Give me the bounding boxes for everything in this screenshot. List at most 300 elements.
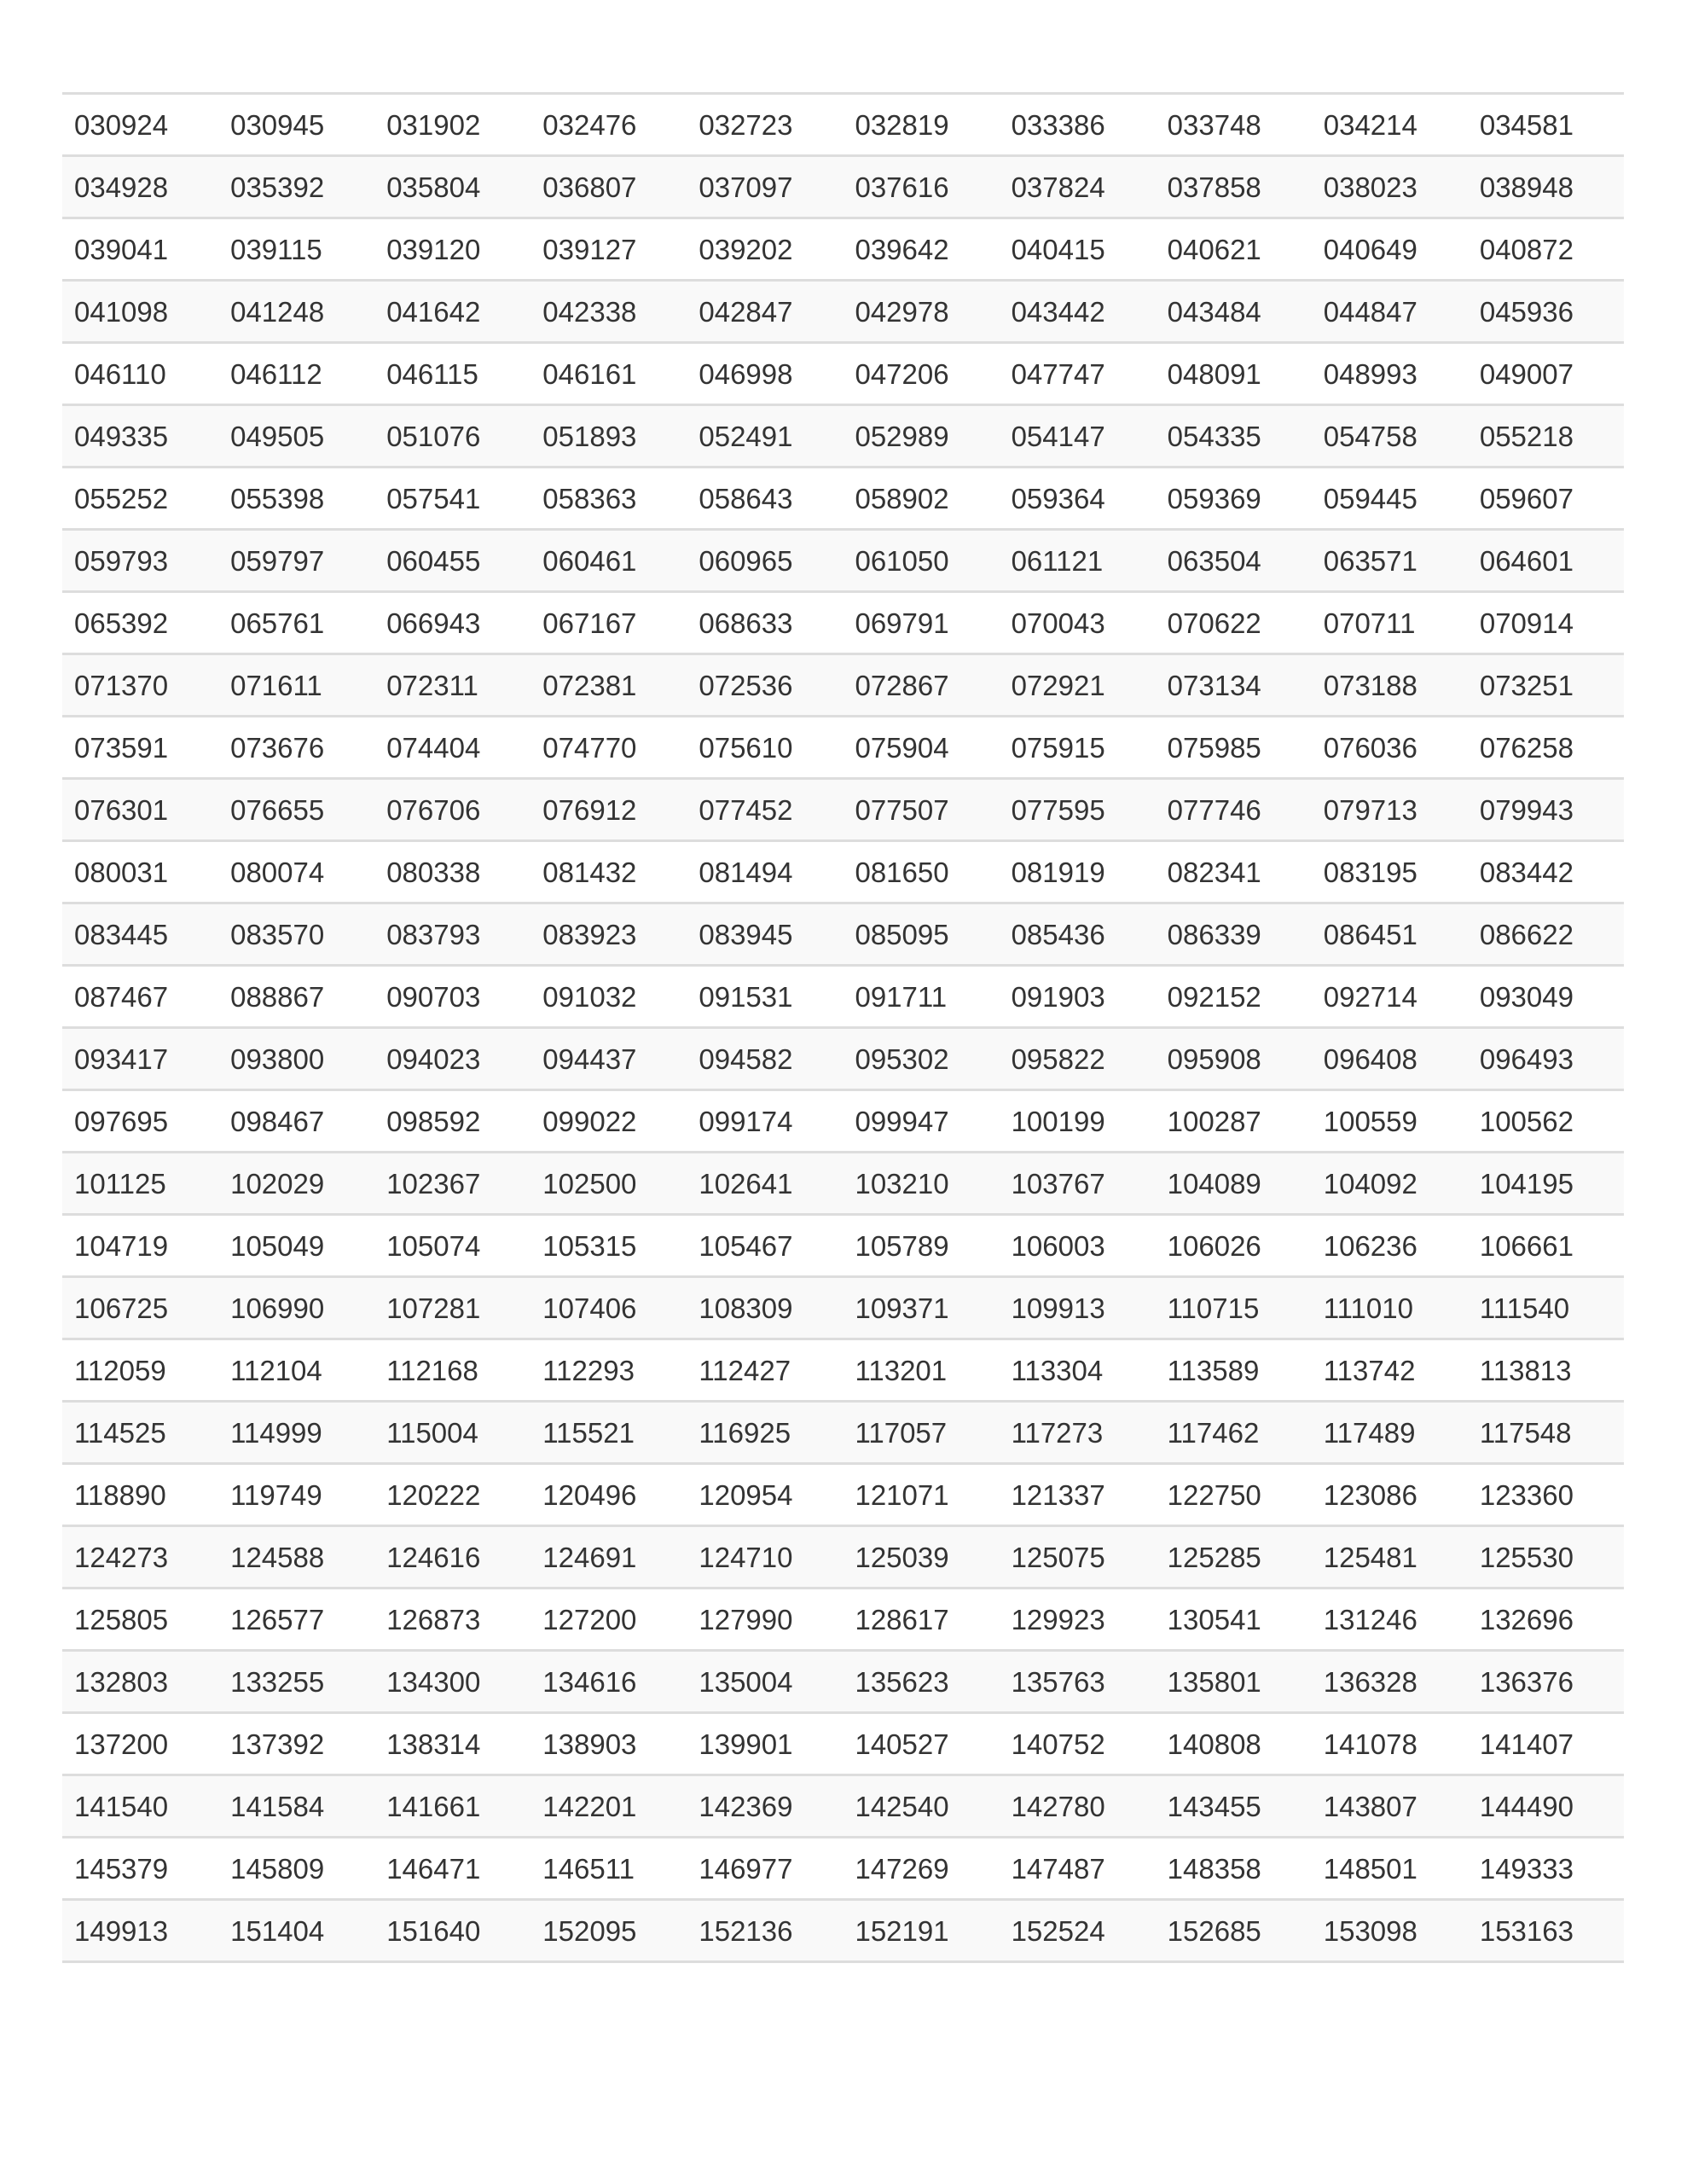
table-cell: 151640 bbox=[374, 1900, 530, 1962]
table-cell: 041248 bbox=[218, 281, 374, 343]
table-cell: 081919 bbox=[1000, 841, 1156, 903]
table-cell: 083923 bbox=[530, 903, 687, 966]
table-cell: 083570 bbox=[218, 903, 374, 966]
table-cell: 136376 bbox=[1468, 1651, 1624, 1713]
table-cell: 102641 bbox=[687, 1153, 843, 1215]
table-cell: 105315 bbox=[530, 1215, 687, 1277]
table-cell: 081432 bbox=[530, 841, 687, 903]
table-cell: 117057 bbox=[843, 1402, 999, 1464]
table-cell: 123360 bbox=[1468, 1464, 1624, 1526]
table-cell: 117462 bbox=[1156, 1402, 1312, 1464]
table-cell: 141584 bbox=[218, 1775, 374, 1838]
table-cell: 146511 bbox=[530, 1838, 687, 1900]
table-cell: 074770 bbox=[530, 717, 687, 779]
table-cell: 117273 bbox=[1000, 1402, 1156, 1464]
table-row bbox=[62, 1277, 1624, 1339]
table-cell: 044847 bbox=[1312, 281, 1468, 343]
table-cell: 129923 bbox=[1000, 1589, 1156, 1651]
table-cell: 148358 bbox=[1156, 1838, 1312, 1900]
table-row bbox=[62, 1838, 1624, 1900]
table-cell: 076655 bbox=[218, 779, 374, 841]
table-cell: 135004 bbox=[687, 1651, 843, 1713]
table-cell: 151404 bbox=[218, 1900, 374, 1962]
table-cell: 037616 bbox=[843, 156, 999, 218]
table-cell: 135763 bbox=[1000, 1651, 1156, 1713]
table-cell: 141540 bbox=[62, 1775, 218, 1838]
table-cell: 143455 bbox=[1156, 1775, 1312, 1838]
table-cell: 132803 bbox=[62, 1651, 218, 1713]
table-cell: 127200 bbox=[530, 1589, 687, 1651]
table-cell: 111540 bbox=[1468, 1277, 1624, 1339]
table-row bbox=[62, 1090, 1624, 1153]
table-cell: 096493 bbox=[1468, 1028, 1624, 1090]
table-cell: 147487 bbox=[1000, 1838, 1156, 1900]
table-row bbox=[62, 1215, 1624, 1277]
table-cell: 073591 bbox=[62, 717, 218, 779]
number-table-container bbox=[62, 92, 1624, 1963]
table-cell: 112168 bbox=[374, 1339, 530, 1402]
table-cell: 075904 bbox=[843, 717, 999, 779]
table-cell: 149913 bbox=[62, 1900, 218, 1962]
table-cell: 146977 bbox=[687, 1838, 843, 1900]
table-cell: 125530 bbox=[1468, 1526, 1624, 1589]
table-cell: 106990 bbox=[218, 1277, 374, 1339]
table-cell: 079713 bbox=[1312, 779, 1468, 841]
table-cell: 070711 bbox=[1312, 592, 1468, 654]
table-cell: 090703 bbox=[374, 966, 530, 1028]
table-cell: 055252 bbox=[62, 468, 218, 530]
table-cell: 058363 bbox=[530, 468, 687, 530]
table-cell: 076301 bbox=[62, 779, 218, 841]
table-cell: 046161 bbox=[530, 343, 687, 405]
table-cell: 048993 bbox=[1312, 343, 1468, 405]
table-cell: 055398 bbox=[218, 468, 374, 530]
table-cell: 098467 bbox=[218, 1090, 374, 1153]
table-cell: 080338 bbox=[374, 841, 530, 903]
table-cell: 082341 bbox=[1156, 841, 1312, 903]
table-row bbox=[62, 966, 1624, 1028]
table-row bbox=[62, 405, 1624, 468]
table-cell: 081494 bbox=[687, 841, 843, 903]
table-cell: 135623 bbox=[843, 1651, 999, 1713]
table-cell: 054758 bbox=[1312, 405, 1468, 468]
table-cell: 152136 bbox=[687, 1900, 843, 1962]
table-cell: 034214 bbox=[1312, 94, 1468, 156]
table-cell: 114999 bbox=[218, 1402, 374, 1464]
table-cell: 106003 bbox=[1000, 1215, 1156, 1277]
table-cell: 093049 bbox=[1468, 966, 1624, 1028]
table-cell: 067167 bbox=[530, 592, 687, 654]
table-cell: 149333 bbox=[1468, 1838, 1624, 1900]
table-cell: 083445 bbox=[62, 903, 218, 966]
table-row bbox=[62, 343, 1624, 405]
table-row bbox=[62, 281, 1624, 343]
table-cell: 036807 bbox=[530, 156, 687, 218]
table-cell: 143807 bbox=[1312, 1775, 1468, 1838]
table-cell: 131246 bbox=[1312, 1589, 1468, 1651]
table-cell: 039120 bbox=[374, 218, 530, 281]
table-cell: 058643 bbox=[687, 468, 843, 530]
table-cell: 100199 bbox=[1000, 1090, 1156, 1153]
table-cell: 102029 bbox=[218, 1153, 374, 1215]
table-cell: 073188 bbox=[1312, 654, 1468, 717]
table-cell: 042847 bbox=[687, 281, 843, 343]
table-cell: 070622 bbox=[1156, 592, 1312, 654]
table-cell: 038948 bbox=[1468, 156, 1624, 218]
table-cell: 068633 bbox=[687, 592, 843, 654]
table-cell: 065392 bbox=[62, 592, 218, 654]
table-cell: 115521 bbox=[530, 1402, 687, 1464]
table-cell: 148501 bbox=[1312, 1838, 1468, 1900]
table-cell: 109913 bbox=[1000, 1277, 1156, 1339]
table-cell: 086339 bbox=[1156, 903, 1312, 966]
table-cell: 107281 bbox=[374, 1277, 530, 1339]
table-cell: 100559 bbox=[1312, 1090, 1468, 1153]
table-cell: 066943 bbox=[374, 592, 530, 654]
table-cell: 142369 bbox=[687, 1775, 843, 1838]
table-cell: 059369 bbox=[1156, 468, 1312, 530]
table-cell: 130541 bbox=[1156, 1589, 1312, 1651]
table-cell: 098592 bbox=[374, 1090, 530, 1153]
table-cell: 094023 bbox=[374, 1028, 530, 1090]
table-cell: 064601 bbox=[1468, 530, 1624, 592]
table-cell: 111010 bbox=[1312, 1277, 1468, 1339]
table-cell: 039115 bbox=[218, 218, 374, 281]
table-cell: 083442 bbox=[1468, 841, 1624, 903]
table-cell: 032723 bbox=[687, 94, 843, 156]
table-cell: 123086 bbox=[1312, 1464, 1468, 1526]
table-cell: 075915 bbox=[1000, 717, 1156, 779]
table-cell: 108309 bbox=[687, 1277, 843, 1339]
table-cell: 107406 bbox=[530, 1277, 687, 1339]
table-cell: 033386 bbox=[1000, 94, 1156, 156]
table-cell: 075985 bbox=[1156, 717, 1312, 779]
table-cell: 102500 bbox=[530, 1153, 687, 1215]
table-cell: 049007 bbox=[1468, 343, 1624, 405]
table-cell: 119749 bbox=[218, 1464, 374, 1526]
table-cell: 152191 bbox=[843, 1900, 999, 1962]
table-cell: 057541 bbox=[374, 468, 530, 530]
table-row bbox=[62, 1464, 1624, 1526]
table-cell: 080074 bbox=[218, 841, 374, 903]
table-cell: 145379 bbox=[62, 1838, 218, 1900]
table-cell: 093800 bbox=[218, 1028, 374, 1090]
table-row bbox=[62, 654, 1624, 717]
table-cell: 125481 bbox=[1312, 1526, 1468, 1589]
table-cell: 139901 bbox=[687, 1713, 843, 1775]
table-cell: 099947 bbox=[843, 1090, 999, 1153]
table-cell: 030924 bbox=[62, 94, 218, 156]
table-cell: 032476 bbox=[530, 94, 687, 156]
table-cell: 105467 bbox=[687, 1215, 843, 1277]
table-cell: 041098 bbox=[62, 281, 218, 343]
table-cell: 091032 bbox=[530, 966, 687, 1028]
table-cell: 043484 bbox=[1156, 281, 1312, 343]
table-cell: 030945 bbox=[218, 94, 374, 156]
table-cell: 106661 bbox=[1468, 1215, 1624, 1277]
table-cell: 065761 bbox=[218, 592, 374, 654]
table-cell: 083195 bbox=[1312, 841, 1468, 903]
table-cell: 060965 bbox=[687, 530, 843, 592]
table-cell: 031902 bbox=[374, 94, 530, 156]
table-cell: 142201 bbox=[530, 1775, 687, 1838]
table-cell: 048091 bbox=[1156, 343, 1312, 405]
table-row bbox=[62, 468, 1624, 530]
table-row bbox=[62, 1900, 1624, 1962]
table-cell: 152685 bbox=[1156, 1900, 1312, 1962]
table-cell: 077507 bbox=[843, 779, 999, 841]
table-cell: 039642 bbox=[843, 218, 999, 281]
table-cell: 092152 bbox=[1156, 966, 1312, 1028]
table-cell: 083793 bbox=[374, 903, 530, 966]
table-cell: 105049 bbox=[218, 1215, 374, 1277]
table-cell: 096408 bbox=[1312, 1028, 1468, 1090]
table-cell: 042338 bbox=[530, 281, 687, 343]
table-cell: 104092 bbox=[1312, 1153, 1468, 1215]
table-cell: 059607 bbox=[1468, 468, 1624, 530]
table-cell: 093417 bbox=[62, 1028, 218, 1090]
table-cell: 039127 bbox=[530, 218, 687, 281]
table-cell: 100562 bbox=[1468, 1090, 1624, 1153]
table-row bbox=[62, 779, 1624, 841]
table-cell: 136328 bbox=[1312, 1651, 1468, 1713]
table-cell: 144490 bbox=[1468, 1775, 1624, 1838]
table-cell: 112059 bbox=[62, 1339, 218, 1402]
table-cell: 112427 bbox=[687, 1339, 843, 1402]
table-cell: 095908 bbox=[1156, 1028, 1312, 1090]
table-cell: 104195 bbox=[1468, 1153, 1624, 1215]
table-cell: 106725 bbox=[62, 1277, 218, 1339]
table-cell: 079943 bbox=[1468, 779, 1624, 841]
table-cell: 146471 bbox=[374, 1838, 530, 1900]
table-cell: 102367 bbox=[374, 1153, 530, 1215]
table-cell: 060455 bbox=[374, 530, 530, 592]
table-cell: 122750 bbox=[1156, 1464, 1312, 1526]
table-cell: 060461 bbox=[530, 530, 687, 592]
table-cell: 046115 bbox=[374, 343, 530, 405]
table-cell: 097695 bbox=[62, 1090, 218, 1153]
table-cell: 035804 bbox=[374, 156, 530, 218]
table-cell: 124616 bbox=[374, 1526, 530, 1589]
table-cell: 117489 bbox=[1312, 1402, 1468, 1464]
table-cell: 086622 bbox=[1468, 903, 1624, 966]
table-cell: 035392 bbox=[218, 156, 374, 218]
table-row bbox=[62, 1153, 1624, 1215]
table-cell: 120954 bbox=[687, 1464, 843, 1526]
table-cell: 113589 bbox=[1156, 1339, 1312, 1402]
table-cell: 153163 bbox=[1468, 1900, 1624, 1962]
table-cell: 141078 bbox=[1312, 1713, 1468, 1775]
table-cell: 059364 bbox=[1000, 468, 1156, 530]
table-cell: 072311 bbox=[374, 654, 530, 717]
table-cell: 087467 bbox=[62, 966, 218, 1028]
table-cell: 034928 bbox=[62, 156, 218, 218]
table-cell: 055218 bbox=[1468, 405, 1624, 468]
table-cell: 072867 bbox=[843, 654, 999, 717]
table-cell: 112104 bbox=[218, 1339, 374, 1402]
table-cell: 103210 bbox=[843, 1153, 999, 1215]
table-cell: 076912 bbox=[530, 779, 687, 841]
number-table bbox=[62, 92, 1624, 1963]
table-cell: 124710 bbox=[687, 1526, 843, 1589]
table-cell: 072381 bbox=[530, 654, 687, 717]
table-cell: 054147 bbox=[1000, 405, 1156, 468]
table-cell: 076258 bbox=[1468, 717, 1624, 779]
table-cell: 063571 bbox=[1312, 530, 1468, 592]
table-cell: 069791 bbox=[843, 592, 999, 654]
table-cell: 037097 bbox=[687, 156, 843, 218]
table-cell: 126873 bbox=[374, 1589, 530, 1651]
table-cell: 145809 bbox=[218, 1838, 374, 1900]
table-cell: 135801 bbox=[1156, 1651, 1312, 1713]
table-cell: 042978 bbox=[843, 281, 999, 343]
table-cell: 127990 bbox=[687, 1589, 843, 1651]
table-row bbox=[62, 1526, 1624, 1589]
table-cell: 120222 bbox=[374, 1464, 530, 1526]
table-cell: 040649 bbox=[1312, 218, 1468, 281]
table-cell: 138903 bbox=[530, 1713, 687, 1775]
table-cell: 109371 bbox=[843, 1277, 999, 1339]
table-cell: 125075 bbox=[1000, 1526, 1156, 1589]
table-row bbox=[62, 592, 1624, 654]
table-cell: 125285 bbox=[1156, 1526, 1312, 1589]
table-cell: 040415 bbox=[1000, 218, 1156, 281]
table-cell: 059445 bbox=[1312, 468, 1468, 530]
table-cell: 091903 bbox=[1000, 966, 1156, 1028]
table-cell: 047747 bbox=[1000, 343, 1156, 405]
table-cell: 106026 bbox=[1156, 1215, 1312, 1277]
table-cell: 113201 bbox=[843, 1339, 999, 1402]
table-cell: 140808 bbox=[1156, 1713, 1312, 1775]
table-cell: 049335 bbox=[62, 405, 218, 468]
table-cell: 095822 bbox=[1000, 1028, 1156, 1090]
table-cell: 046112 bbox=[218, 343, 374, 405]
table-cell: 061121 bbox=[1000, 530, 1156, 592]
table-row bbox=[62, 1713, 1624, 1775]
table-row bbox=[62, 1339, 1624, 1402]
table-cell: 113304 bbox=[1000, 1339, 1156, 1402]
table-cell: 040621 bbox=[1156, 218, 1312, 281]
table-cell: 074404 bbox=[374, 717, 530, 779]
table-cell: 140752 bbox=[1000, 1713, 1156, 1775]
table-cell: 095302 bbox=[843, 1028, 999, 1090]
table-cell: 070914 bbox=[1468, 592, 1624, 654]
table-cell: 124691 bbox=[530, 1526, 687, 1589]
table-row bbox=[62, 841, 1624, 903]
table-cell: 077452 bbox=[687, 779, 843, 841]
table-row bbox=[62, 1028, 1624, 1090]
table-cell: 105789 bbox=[843, 1215, 999, 1277]
table-row bbox=[62, 530, 1624, 592]
table-cell: 052491 bbox=[687, 405, 843, 468]
table-cell: 039202 bbox=[687, 218, 843, 281]
table-cell: 059793 bbox=[62, 530, 218, 592]
table-cell: 100287 bbox=[1156, 1090, 1312, 1153]
table-cell: 073251 bbox=[1468, 654, 1624, 717]
table-cell: 125805 bbox=[62, 1589, 218, 1651]
table-cell: 153098 bbox=[1312, 1900, 1468, 1962]
table-cell: 105074 bbox=[374, 1215, 530, 1277]
table-cell: 103767 bbox=[1000, 1153, 1156, 1215]
table-cell: 088867 bbox=[218, 966, 374, 1028]
table-cell: 113813 bbox=[1468, 1339, 1624, 1402]
table-cell: 071611 bbox=[218, 654, 374, 717]
table-cell: 092714 bbox=[1312, 966, 1468, 1028]
table-row bbox=[62, 94, 1624, 156]
table-cell: 038023 bbox=[1312, 156, 1468, 218]
table-cell: 106236 bbox=[1312, 1215, 1468, 1277]
table-cell: 059797 bbox=[218, 530, 374, 592]
table-cell: 072536 bbox=[687, 654, 843, 717]
table-cell: 104089 bbox=[1156, 1153, 1312, 1215]
table-cell: 049505 bbox=[218, 405, 374, 468]
table-row bbox=[62, 1775, 1624, 1838]
table-cell: 086451 bbox=[1312, 903, 1468, 966]
table-cell: 045936 bbox=[1468, 281, 1624, 343]
table-row bbox=[62, 1402, 1624, 1464]
table-cell: 110715 bbox=[1156, 1277, 1312, 1339]
table-cell: 132696 bbox=[1468, 1589, 1624, 1651]
table-cell: 083945 bbox=[687, 903, 843, 966]
table-cell: 051893 bbox=[530, 405, 687, 468]
table-row bbox=[62, 218, 1624, 281]
table-cell: 037824 bbox=[1000, 156, 1156, 218]
table-cell: 085095 bbox=[843, 903, 999, 966]
table-cell: 133255 bbox=[218, 1651, 374, 1713]
table-cell: 114525 bbox=[62, 1402, 218, 1464]
table-cell: 124588 bbox=[218, 1526, 374, 1589]
table-cell: 070043 bbox=[1000, 592, 1156, 654]
table-cell: 054335 bbox=[1156, 405, 1312, 468]
table-cell: 152524 bbox=[1000, 1900, 1156, 1962]
table-row bbox=[62, 156, 1624, 218]
table-cell: 046998 bbox=[687, 343, 843, 405]
table-cell: 142540 bbox=[843, 1775, 999, 1838]
table-cell: 115004 bbox=[374, 1402, 530, 1464]
table-cell: 121071 bbox=[843, 1464, 999, 1526]
table-cell: 112293 bbox=[530, 1339, 687, 1402]
table-cell: 073134 bbox=[1156, 654, 1312, 717]
table-cell: 152095 bbox=[530, 1900, 687, 1962]
table-cell: 120496 bbox=[530, 1464, 687, 1526]
table-cell: 071370 bbox=[62, 654, 218, 717]
table-cell: 040872 bbox=[1468, 218, 1624, 281]
table-cell: 094582 bbox=[687, 1028, 843, 1090]
table-cell: 091711 bbox=[843, 966, 999, 1028]
table-cell: 077595 bbox=[1000, 779, 1156, 841]
table-cell: 033748 bbox=[1156, 94, 1312, 156]
table-cell: 052989 bbox=[843, 405, 999, 468]
table-cell: 094437 bbox=[530, 1028, 687, 1090]
table-cell: 041642 bbox=[374, 281, 530, 343]
table-cell: 080031 bbox=[62, 841, 218, 903]
table-cell: 117548 bbox=[1468, 1402, 1624, 1464]
table-cell: 137392 bbox=[218, 1713, 374, 1775]
table-cell: 032819 bbox=[843, 94, 999, 156]
table-cell: 147269 bbox=[843, 1838, 999, 1900]
table-cell: 140527 bbox=[843, 1713, 999, 1775]
table-row bbox=[62, 1651, 1624, 1713]
table-cell: 061050 bbox=[843, 530, 999, 592]
table-cell: 077746 bbox=[1156, 779, 1312, 841]
table-cell: 047206 bbox=[843, 343, 999, 405]
table-cell: 039041 bbox=[62, 218, 218, 281]
table-cell: 101125 bbox=[62, 1153, 218, 1215]
table-cell: 134616 bbox=[530, 1651, 687, 1713]
table-cell: 116925 bbox=[687, 1402, 843, 1464]
table-cell: 118890 bbox=[62, 1464, 218, 1526]
table-cell: 124273 bbox=[62, 1526, 218, 1589]
